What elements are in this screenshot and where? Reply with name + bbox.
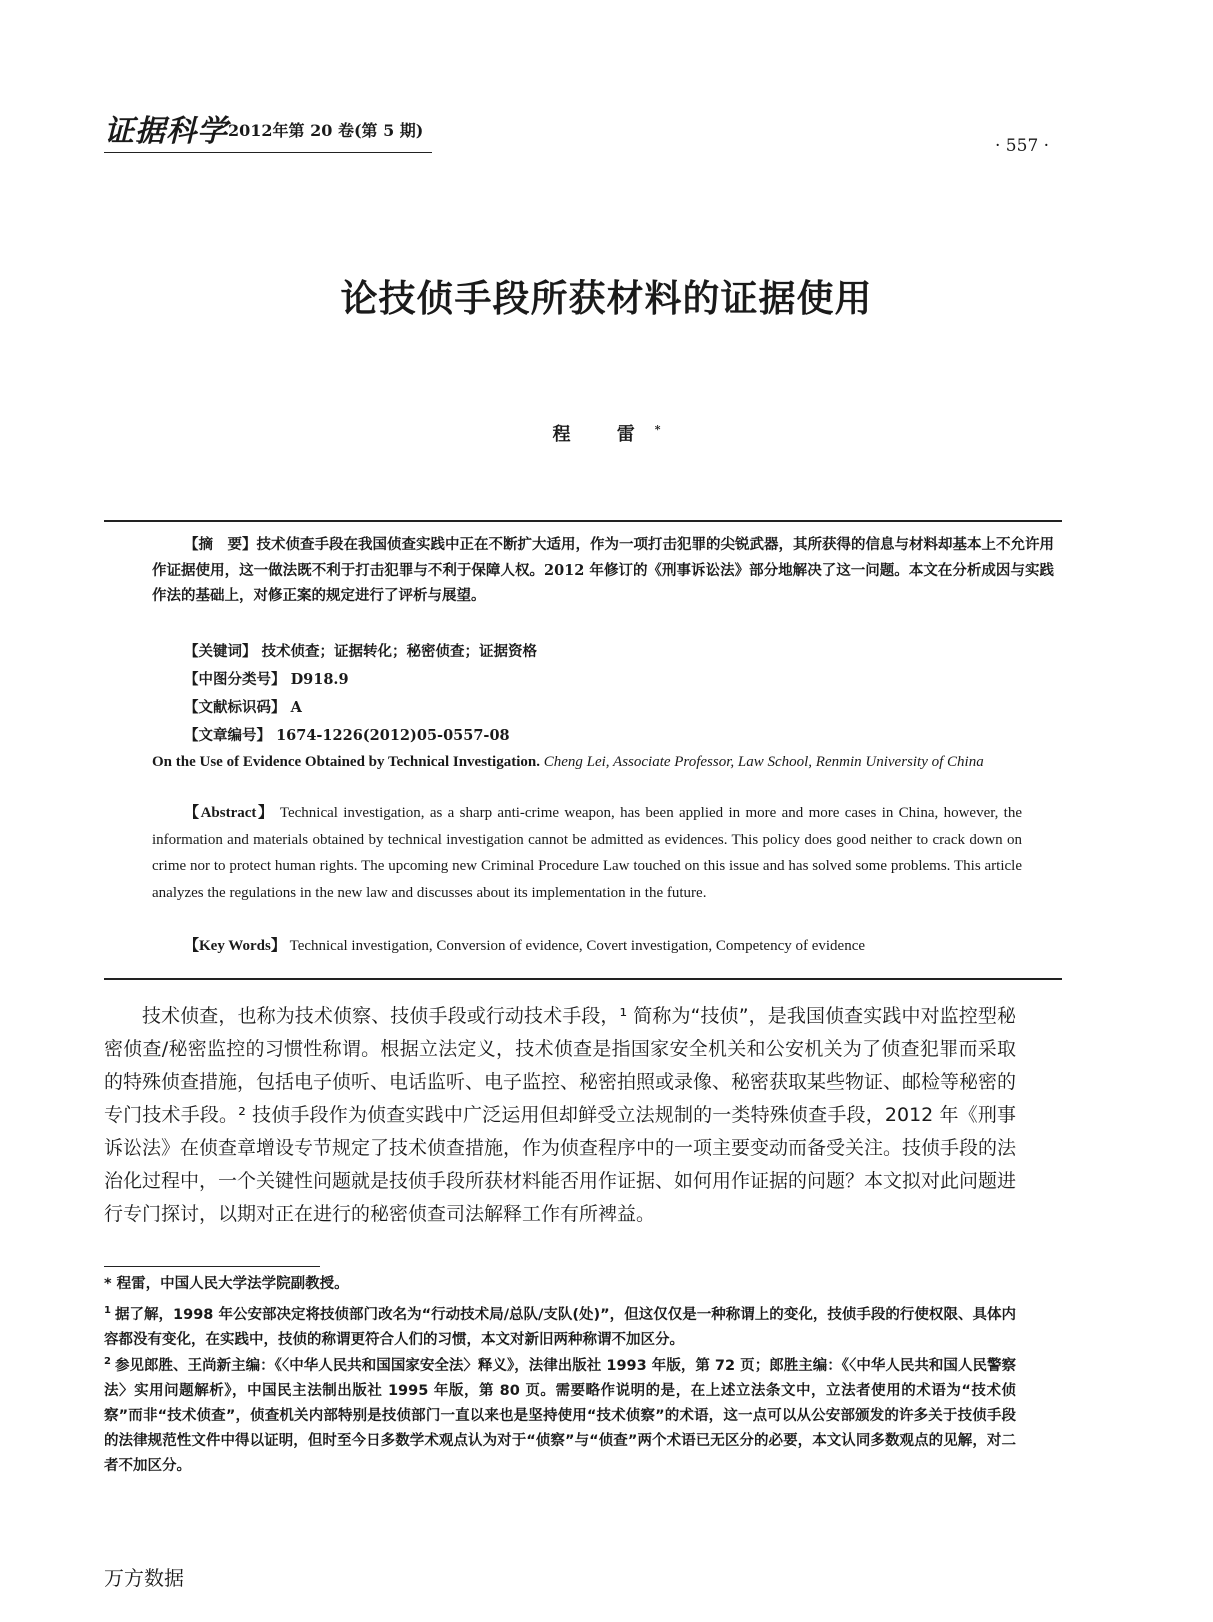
- clc-value: D918.9: [290, 671, 349, 688]
- abstract-bottom-rule: [104, 978, 1062, 980]
- footnote-2-text: 参见郎胜、王尚新主编：《〈中华人民共和国国家安全法〉释义》，法律出版社 1993 年版，第 72 页；郎胜主编：《〈中华人民共和国人民警察法〉实用问题解析》，中国民主法制出版社 1995 年版，第 80 页。需要略作说明的是，在上述立法条文中，立法者使用的术语为“技术侦察”而非“技术侦查”，侦查机关内部特别是技侦部门一直以来也是坚持使用“技术侦察”的术语，这一点可以从公安部颁发的许多关于技侦手段的法律规范性文件中得以证明，但时至今日多数学术观点认为对于“侦察”与“侦查”两个术语已无区分的必要，本文认同多数观点的见解，对二者不加区分。: [104, 1357, 1016, 1474]
- article-no-label: 【文章编号】: [184, 727, 271, 744]
- abstract-top-rule: [104, 520, 1062, 522]
- page-number: · 557 ·: [995, 136, 1050, 156]
- author-name: 程 雷: [552, 424, 655, 445]
- keywords-en: [184, 934, 865, 955]
- article-number: [184, 724, 510, 745]
- abstract-zh-label: 【摘 要】: [184, 537, 257, 553]
- watermark: 万方数据: [104, 1566, 184, 1590]
- journal-issue: 2012年第 20 卷(第 5 期): [228, 121, 424, 140]
- abstract-en-label: 【Abstract】: [184, 805, 275, 821]
- footnote-rule: [104, 1266, 320, 1267]
- doc-code-label: 【文献标识码】: [184, 699, 286, 716]
- english-title: On the Use of Evidence Obtained by Technical Investigation.: [152, 754, 540, 770]
- footnote-2-mark: 2: [104, 1356, 111, 1367]
- author: [0, 420, 1213, 446]
- keywords-zh-value: 技术侦查；证据转化；秘密侦查；证据资格: [261, 643, 538, 660]
- english-author-info: Cheng Lei, Associate Professor, Law School, Renmin University of China: [543, 754, 984, 770]
- keywords-en-value: Technical investigation, Conversion of evidence, Covert investigation, Competency of evidence: [289, 938, 866, 954]
- journal-logo: 证据科学: [104, 114, 228, 149]
- abstract-zh: [152, 532, 1054, 608]
- english-title-block: [152, 750, 1022, 775]
- keywords-zh: [184, 640, 537, 661]
- clc-label: 【中图分类号】: [184, 671, 286, 688]
- article-no-value: 1674-1226(2012)05-0557-08: [276, 727, 510, 744]
- footnote-author: * 程雷，中国人民大学法学院副教授。: [104, 1276, 349, 1292]
- abstract-en: [152, 800, 1022, 906]
- footnote-2: [104, 1349, 1016, 1479]
- paper-title: 论技侦手段所获材料的证据使用: [340, 277, 873, 320]
- header-rule: [104, 152, 432, 153]
- doc-code-value: A: [290, 699, 302, 716]
- footnote-1: [104, 1298, 1016, 1353]
- document-code: [184, 696, 302, 717]
- keywords-zh-label: 【关键词】: [184, 643, 257, 660]
- body-paragraph: 技术侦查，也称为技术侦察、技侦手段或行动技术手段，¹ 简称为“技侦”，是我国侦查实践中对监控型秘密侦查/秘密监控的习惯性称谓。根据立法定义，技术侦查是指国家安全机关和公安机关为了侦查犯罪而采取的特殊侦查措施，包括电子侦听、电话监听、电子监控、秘密拍照或录像、秘密获取某些物证、邮检等秘密的专门技术手段。² 技侦手段作为侦查实践中广泛运用但却鲜受立法规制的一类特殊侦查手段，2012 年《刑事诉讼法》在侦查章增设专节规定了技术侦查措施，作为侦查程序中的一项主要变动而备受关注。技侦手段的法治化过程中，一个关键性问题就是技侦手段所获材料能否用作证据、如何用作证据的问题？本文拟对此问题进行专门探讨，以期对正在进行的秘密侦查司法解释工作有所裨益。: [104, 1005, 1017, 1225]
- footnote-1-text: 据了解，1998 年公安部决定将技侦部门改名为“行动技术局/总队/支队(处)”，但这仅仅是一种称谓上的变化，技侦手段的行使权限、具体内容都没有变化，在实践中，技侦的称谓更符合人们的习惯，本文对新旧两种称谓不加区分。: [104, 1306, 1016, 1348]
- footnote-1-mark: 1: [104, 1305, 111, 1316]
- keywords-en-label: 【Key Words】: [184, 938, 286, 954]
- clc-number: [184, 668, 349, 689]
- abstract-zh-text: 技术侦查手段在我国侦查实践中正在不断扩大适用，作为一项打击犯罪的尖锐武器，其所获得的信息与材料却基本上不允许用作证据使用，这一做法既不利于打击犯罪与不利于保障人权。2012 年修订的《刑事诉讼法》部分地解决了这一问题。本文在分析成因与实践作法的基础上，对修正案的规定进行了评析与展望。: [152, 536, 1054, 604]
- author-note-mark: *: [654, 423, 661, 436]
- abstract-en-text: Technical investigation, as a sharp anti-crime weapon, has been applied in more and more cases in China, however, the information and materials obtained by technical investigation cannot be admitted as evidences. This policy does good neither to crack down on crime nor to protect human rights. The upcoming new Criminal Procedure Law touched on this issue and has solved some problems. This article analyzes the regulations in the new law and discusses about its implementation in the future.: [152, 805, 1023, 901]
